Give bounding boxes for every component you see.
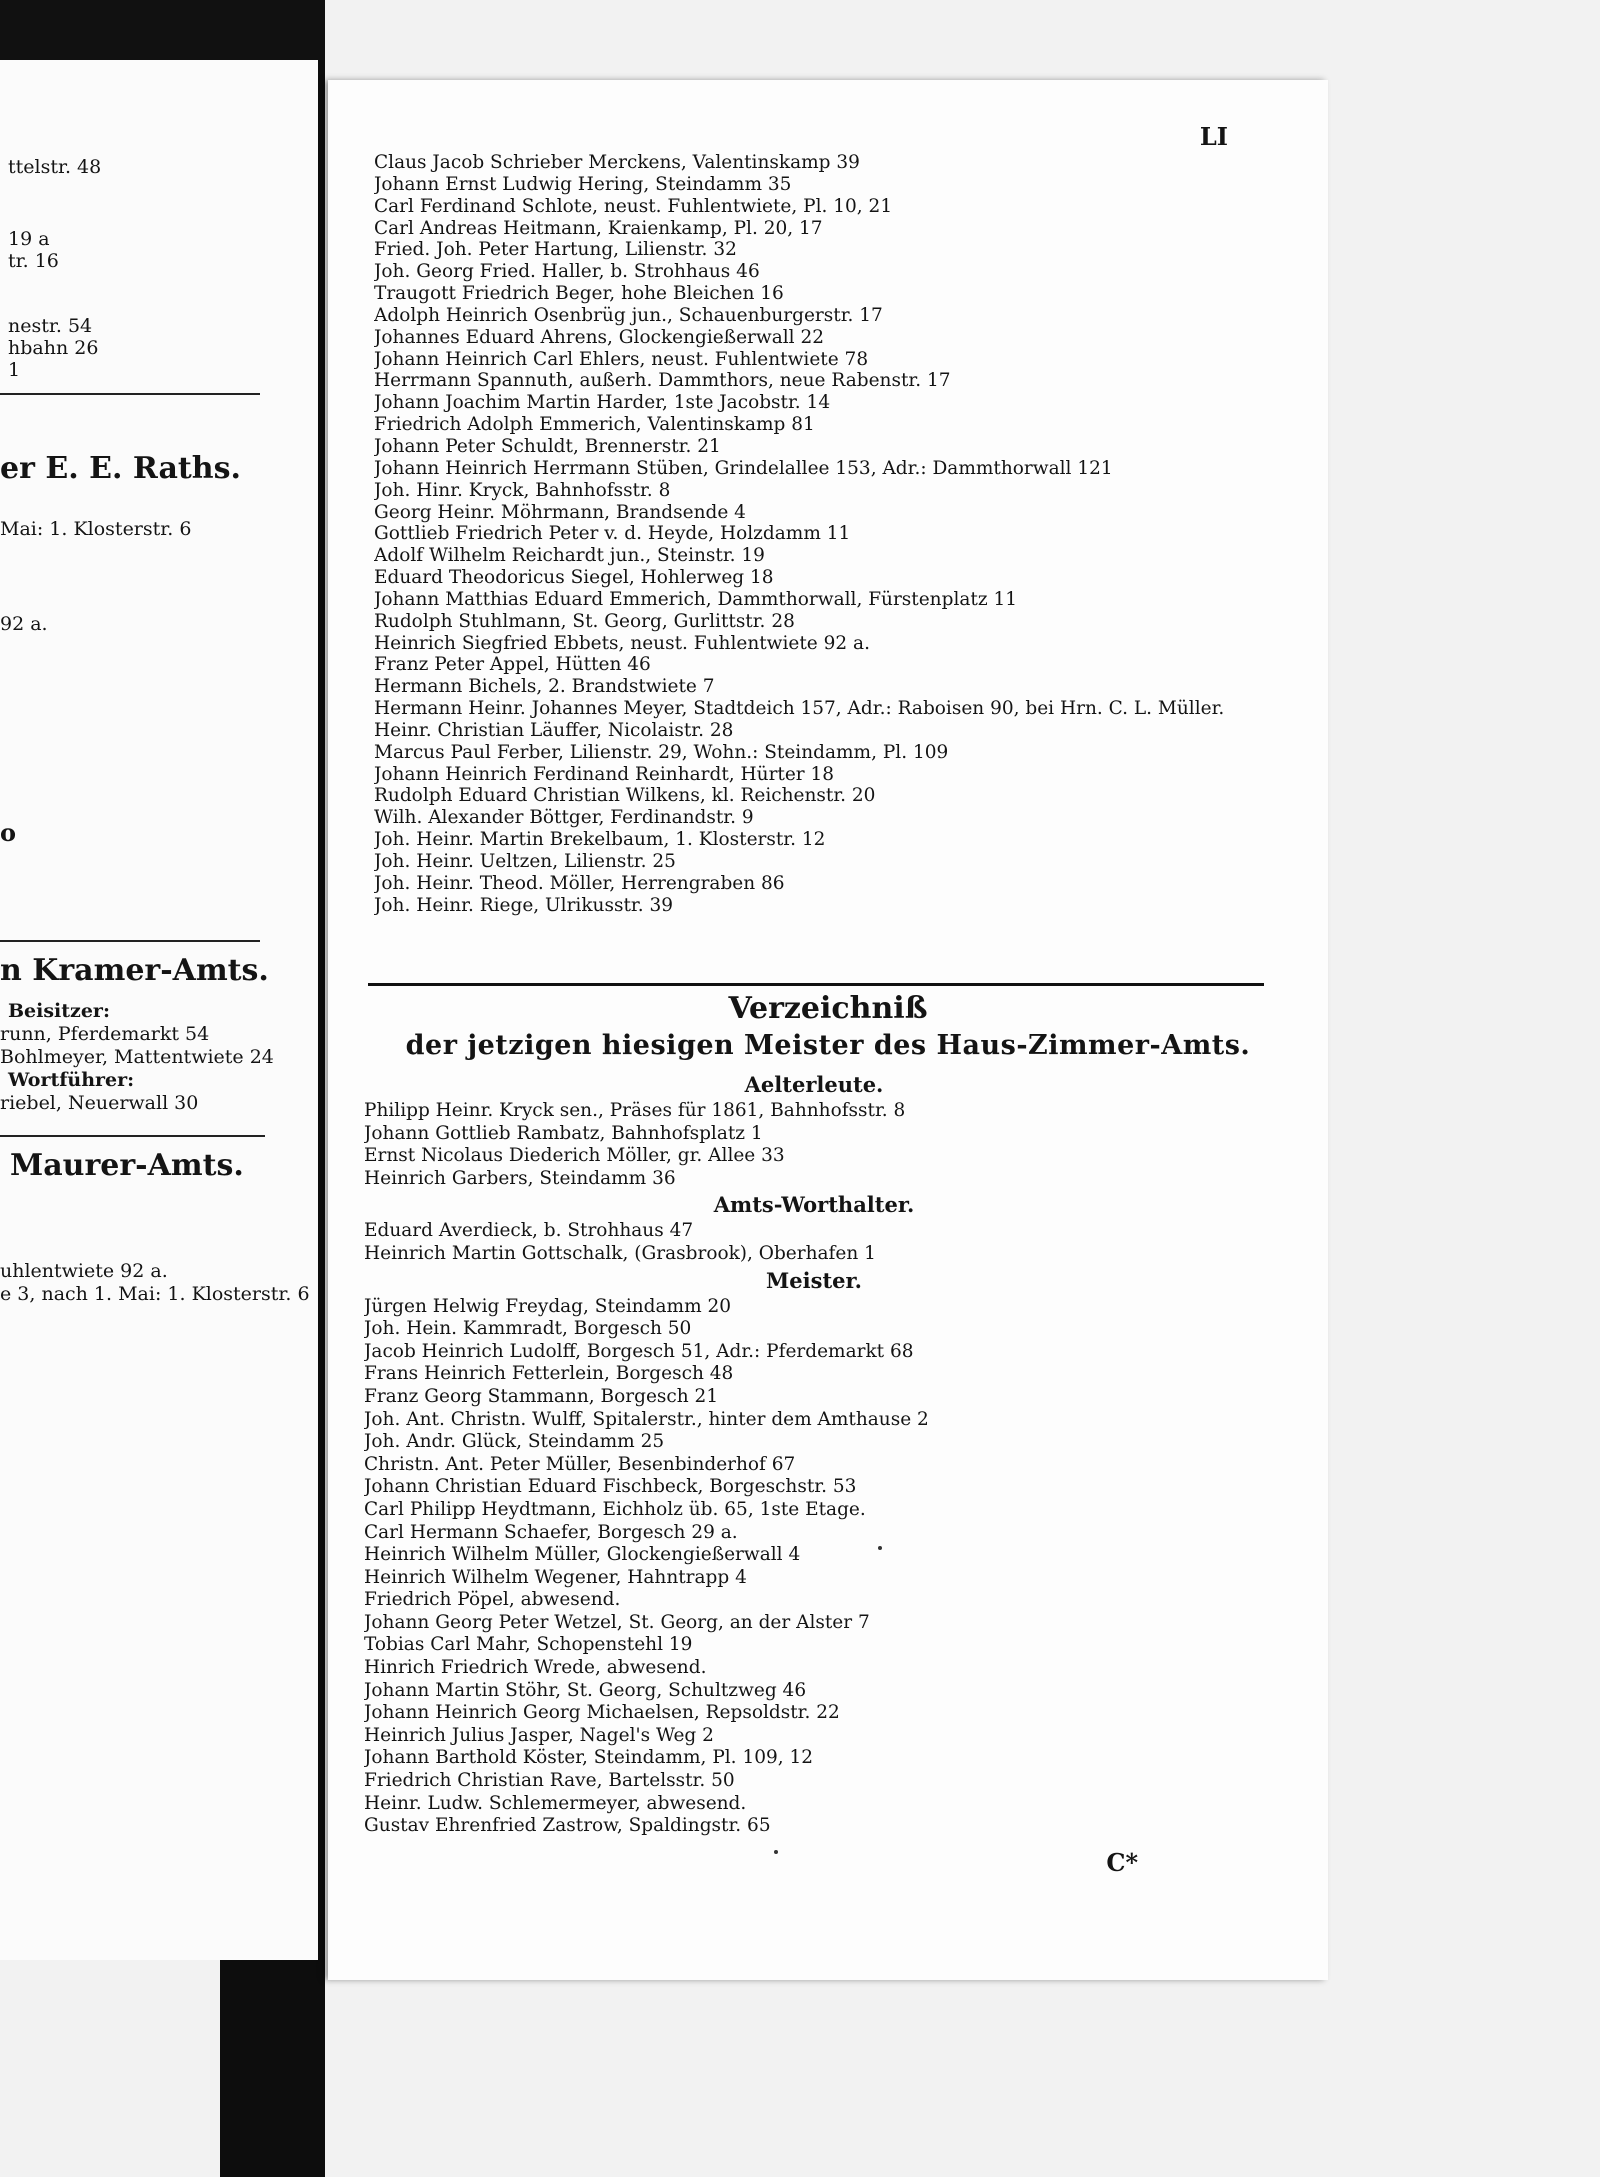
- left-line: runn, Pferdemarkt 54: [0, 1023, 210, 1045]
- left-heading-kramer: n Kramer-Amts.: [0, 953, 269, 988]
- list-item: Marcus Paul Ferber, Lilienstr. 29, Wohn.: Steindamm, Pl. 109: [374, 741, 949, 763]
- list-item: Johann Martin Stöhr, St. Georg, Schultzweg 46: [364, 1679, 807, 1701]
- list-item: Heinr. Christian Läuffer, Nicolaistr. 28: [374, 719, 734, 741]
- list-item: Joh. Heinr. Riege, Ulrikusstr. 39: [374, 894, 673, 916]
- left-fragment: ttelstr. 48: [8, 156, 102, 178]
- list-item: Johann Barthold Köster, Steindamm, Pl. 109, 12: [364, 1747, 814, 1769]
- list-item: Joh. Ant. Christn. Wulff, Spitalerstr., hinter dem Amthause 2: [364, 1408, 929, 1430]
- list-item: Eduard Averdieck, b. Strohhaus 47: [364, 1220, 694, 1242]
- left-line: Wortführer:: [8, 1069, 135, 1091]
- list-item: Friedrich Adolph Emmerich, Valentinskamp 81: [374, 414, 815, 436]
- list-item: Fried. Joh. Peter Hartung, Lilienstr. 32: [374, 239, 737, 261]
- list-item: Tobias Carl Mahr, Schopenstehl 19: [364, 1634, 693, 1656]
- list-item: Heinrich Wilhelm Müller, Glockengießerwall 4: [364, 1544, 801, 1566]
- list-item: Franz Peter Appel, Hütten 46: [374, 654, 651, 676]
- list-item: Carl Hermann Schaefer, Borgesch 29 a.: [364, 1521, 738, 1543]
- list-item: Joh. Hinr. Kryck, Bahnhofsstr. 8: [374, 479, 671, 501]
- section-title-line2: der jetzigen hiesigen Meister des Haus-Zimmer-Amts.: [405, 1030, 1251, 1061]
- left-stray-mark: o: [0, 818, 17, 847]
- list-item: Joh. Heinr. Martin Brekelbaum, 1. Klosterstr. 12: [374, 829, 826, 851]
- paper-speck: [774, 1850, 778, 1854]
- list-item: Philipp Heinr. Kryck sen., Präses für 1861, Bahnhofsstr. 8: [364, 1100, 906, 1121]
- list-item: Hermann Heinr. Johannes Meyer, Stadtdeich 157, Adr.: Raboisen 90, bei Hrn. C. L. Müller.: [374, 698, 1225, 720]
- list-item: Jacob Heinrich Ludolff, Borgesch 51, Adr.: Pferdemarkt 68: [364, 1340, 914, 1362]
- subheading-worthalter: Amts-Worthalter.: [713, 1192, 915, 1218]
- left-line: Mai: 1. Klosterstr. 6: [0, 518, 192, 540]
- list-item: Franz Georg Stammann, Borgesch 21: [364, 1385, 719, 1407]
- guild-members-list: [364, 1070, 1264, 1838]
- list-item: Johann Ernst Ludwig Hering, Steindamm 35: [374, 173, 792, 195]
- list-item: Heinrich Martin Gottschalk, (Grasbrook), Oberhafen 1: [364, 1242, 876, 1264]
- list-item: Georg Heinr. Möhrmann, Brandsende 4: [374, 501, 746, 523]
- list-item: Joh. Heinr. Theod. Möller, Herrengraben 86: [374, 872, 785, 894]
- list-item: Carl Ferdinand Schlote, neust. Fuhlentwiete, Pl. 10, 21: [374, 195, 893, 217]
- left-line: uhlentwiete 92 a.: [0, 1260, 168, 1282]
- list-item: Rudolph Eduard Christian Wilkens, kl. Reichenstr. 20: [374, 785, 876, 807]
- left-heading-raths: er E. E. Raths.: [0, 451, 241, 486]
- list-item: Hermann Bichels, 2. Brandstwiete 7: [374, 676, 715, 698]
- list-item: Wilh. Alexander Böttger, Ferdinandstr. 9: [374, 807, 754, 829]
- list-item: Rudolph Stuhlmann, St. Georg, Gurlittstr. 28: [374, 610, 795, 632]
- list-item: Jürgen Helwig Freydag, Steindamm 20: [364, 1295, 732, 1317]
- section-title-line1: Verzeichniß: [728, 991, 928, 1026]
- list-item: Heinrich Julius Jasper, Nagel's Weg 2: [364, 1724, 714, 1746]
- address-list-a: [374, 152, 1274, 917]
- left-page: [0, 60, 318, 1960]
- subheading-meister: Meister.: [766, 1267, 862, 1293]
- left-rule: [0, 393, 260, 395]
- list-item: Claus Jacob Schrieber Merckens, Valentinskamp 39: [374, 152, 860, 173]
- list-item: Johann Peter Schuldt, Brennerstr. 21: [374, 435, 721, 457]
- list-item: Johann Christian Eduard Fischbeck, Borgeschstr. 53: [364, 1476, 857, 1498]
- list-item: Joh. Georg Fried. Haller, b. Strohhaus 46: [374, 261, 760, 283]
- left-heading-maurer: Maurer-Amts.: [10, 1148, 244, 1183]
- list-item: Johann Heinrich Herrmann Stüben, Grindelallee 153, Adr.: Dammthorwall 121: [374, 457, 1113, 479]
- left-rule: [0, 1135, 265, 1137]
- list-item: Heinr. Ludw. Schlemermeyer, abwesend.: [364, 1792, 747, 1814]
- list-item: Johann Gottlieb Rambatz, Bahnhofsplatz 1: [364, 1122, 763, 1144]
- list-item: Joh. Andr. Glück, Steindamm 25: [364, 1431, 665, 1453]
- list-item: Traugott Friedrich Beger, hohe Bleichen 16: [374, 283, 784, 305]
- list-item: Carl Andreas Heitmann, Kraienkamp, Pl. 20, 17: [374, 217, 823, 239]
- list-item: Friedrich Pöpel, abwesend.: [364, 1589, 621, 1611]
- left-fragment: 1: [8, 359, 21, 381]
- left-line: Bohlmeyer, Mattentwiete 24: [0, 1046, 274, 1068]
- list-item: Heinrich Siegfried Ebbets, neust. Fuhlentwiete 92 a.: [374, 632, 870, 654]
- paper-speck: [878, 1546, 882, 1550]
- list-item: Adolph Heinrich Osenbrüg jun., Schauenburgerstr. 17: [374, 304, 883, 326]
- list-item: Gustav Ehrenfried Zastrow, Spaldingstr. 65: [364, 1815, 771, 1837]
- list-item: Herrmann Spannuth, außerh. Dammthors, neue Rabenstr. 17: [374, 370, 951, 392]
- printer-signature: C*: [1106, 1848, 1138, 1877]
- left-line: riebel, Neuerwall 30: [0, 1092, 199, 1114]
- list-item: Johann Georg Peter Wetzel, St. Georg, an der Alster 7: [364, 1611, 870, 1633]
- scan-top-edge: [0, 0, 325, 60]
- list-item: Heinrich Wilhelm Wegener, Hahntrapp 4: [364, 1566, 747, 1588]
- left-rule: [0, 940, 260, 942]
- list-item: Johann Joachim Martin Harder, 1ste Jacobstr. 14: [374, 392, 831, 414]
- left-fragment: nestr. 54: [8, 315, 93, 337]
- list-item: Johann Heinrich Carl Ehlers, neust. Fuhlentwiete 78: [374, 348, 869, 370]
- left-fragment: 19 a: [8, 228, 50, 250]
- right-page: [328, 80, 1328, 1980]
- section-divider: [368, 983, 1264, 986]
- subheading-aelterleute: Aelterleute.: [744, 1072, 884, 1097]
- left-line: 92 a.: [0, 613, 48, 635]
- list-item: Hinrich Friedrich Wrede, abwesend.: [364, 1657, 707, 1679]
- list-item: Friedrich Christian Rave, Bartelsstr. 50: [364, 1770, 735, 1792]
- list-item: Christn. Ant. Peter Müller, Besenbinderhof 67: [364, 1453, 796, 1475]
- list-item: Johann Heinrich Ferdinand Reinhardt, Hürter 18: [374, 763, 835, 785]
- list-item: Heinrich Garbers, Steindamm 36: [364, 1167, 676, 1189]
- left-line: Beisitzer:: [8, 1000, 110, 1022]
- list-item: Eduard Theodoricus Siegel, Hohlerweg 18: [374, 567, 774, 589]
- list-item: Johann Matthias Eduard Emmerich, Dammthorwall, Fürstenplatz 11: [374, 588, 1017, 610]
- list-item: Frans Heinrich Fetterlein, Borgesch 48: [364, 1363, 734, 1385]
- page-number: LI: [1199, 122, 1228, 151]
- section-heading: [328, 990, 1328, 1064]
- left-fragment: hbahn 26: [8, 337, 99, 359]
- left-fragment: tr. 16: [8, 250, 59, 272]
- list-item: Gottlieb Friedrich Peter v. d. Heyde, Holzdamm 11: [374, 523, 851, 545]
- list-item: Johannes Eduard Ahrens, Glockengießerwall 22: [374, 326, 824, 348]
- left-line: e 3, nach 1. Mai: 1. Klosterstr. 6: [0, 1283, 310, 1305]
- list-item: Ernst Nicolaus Diederich Möller, gr. Allee 33: [364, 1145, 785, 1167]
- list-item: Carl Philipp Heydtmann, Eichholz üb. 65, 1ste Etage.: [364, 1498, 866, 1520]
- list-item: Johann Heinrich Georg Michaelsen, Repsoldstr. 22: [364, 1702, 840, 1724]
- list-item: Adolf Wilhelm Reichardt jun., Steinstr. 19: [374, 545, 765, 567]
- list-item: Joh. Heinr. Ueltzen, Lilienstr. 25: [374, 851, 676, 872]
- list-item: Joh. Hein. Kammradt, Borgesch 50: [364, 1318, 692, 1340]
